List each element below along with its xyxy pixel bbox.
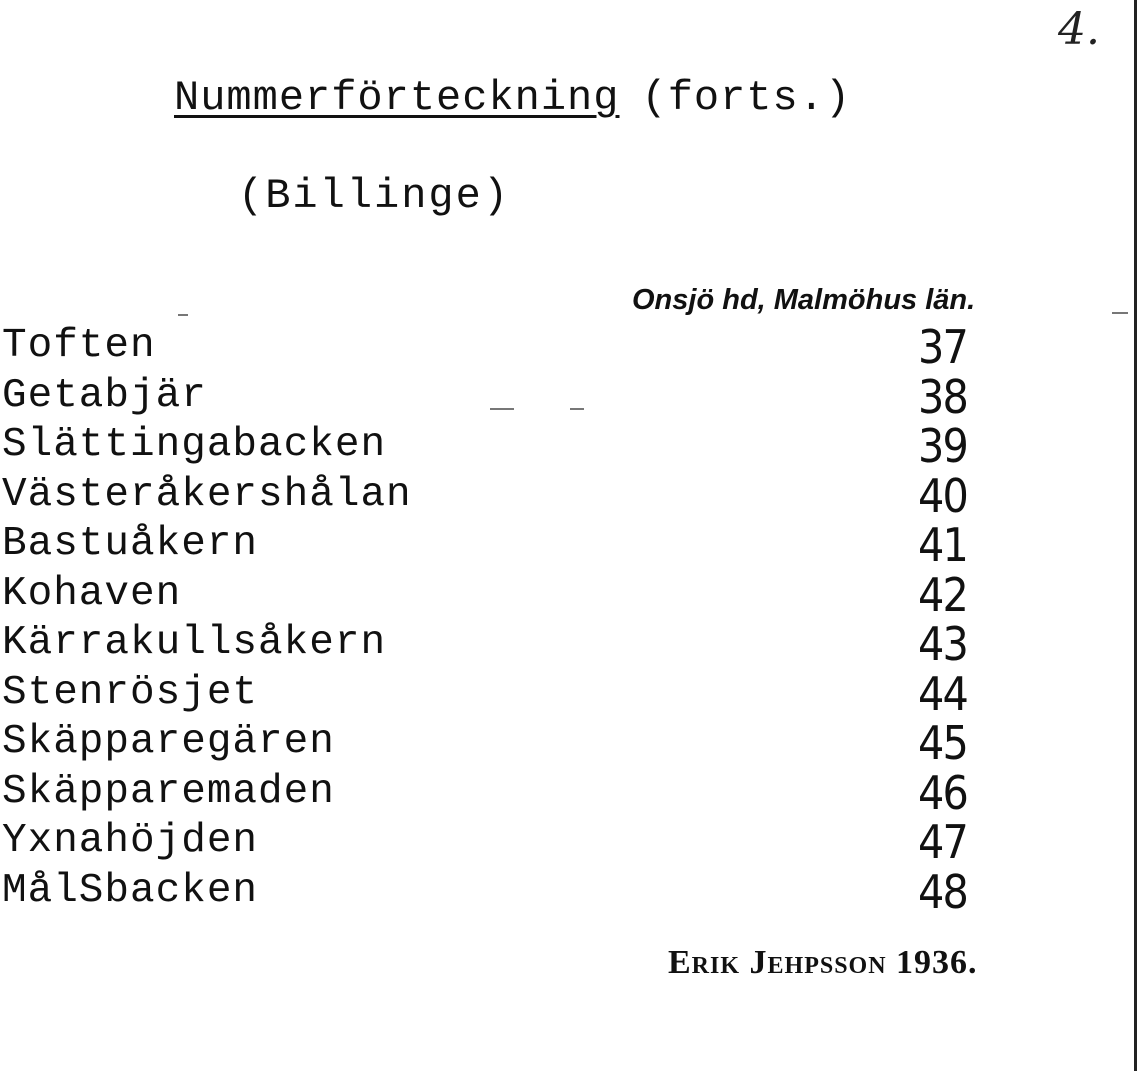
entry-name: Skäpparemaden [2, 768, 335, 815]
list-item [0, 666, 1000, 721]
entry-name: Yxnahöjden [2, 818, 259, 864]
entry-number: 42 [918, 567, 968, 622]
card-edge [1134, 0, 1137, 1071]
list-item [0, 817, 1000, 867]
entry-number: 38 [918, 369, 968, 424]
title-suffix: (forts.) [641, 74, 852, 122]
list-item [0, 322, 1000, 372]
entry-name: MålSbacken [2, 867, 259, 914]
list-item [0, 567, 1000, 622]
author-signature: Erik Jehpsson 1936. [668, 944, 978, 981]
list-item [0, 369, 1000, 424]
entry-name: Västeråkershålan [2, 471, 412, 518]
list-item [0, 864, 1000, 919]
entry-number: 41 [918, 518, 968, 572]
entry-name: Skäpparegären [2, 719, 335, 765]
entry-name: Getabjär [2, 372, 207, 419]
district-stamp: Onsjö hd, Malmöhus län. [632, 284, 976, 316]
entry-name: Stenrösjet [2, 669, 259, 716]
parish-subtitle: (Billinge) [238, 172, 511, 220]
entry-number: 44 [918, 666, 968, 721]
entry-list [0, 320, 1000, 919]
scan-speck [1112, 312, 1128, 314]
entry-number: 47 [918, 815, 968, 869]
entry-number: 40 [918, 468, 968, 523]
entry-name: Kärrakullsåkern [2, 620, 387, 666]
title-main: Nummerförteckning [174, 74, 620, 122]
scan-speck [570, 408, 584, 410]
scan-speck [178, 314, 188, 316]
entry-number: 45 [918, 716, 968, 770]
entry-name: Slättingabacken [2, 422, 387, 468]
list-item [0, 718, 1000, 768]
entry-number: 46 [918, 765, 968, 820]
entry-number: 39 [918, 419, 968, 473]
entry-number: 43 [918, 617, 968, 671]
entry-name: Kohaven [2, 570, 182, 617]
page-number: 4. [1058, 4, 1100, 55]
entry-number: 48 [918, 864, 968, 919]
list-item [0, 421, 1000, 471]
entry-name: Bastuåkern [2, 521, 259, 567]
list-item [0, 619, 1000, 669]
scan-speck [490, 408, 514, 410]
list-item [0, 468, 1000, 523]
entry-number: 37 [918, 320, 968, 374]
list-item [0, 520, 1000, 570]
page-title [174, 74, 851, 122]
entry-name: Toften [2, 323, 156, 369]
list-item [0, 765, 1000, 820]
